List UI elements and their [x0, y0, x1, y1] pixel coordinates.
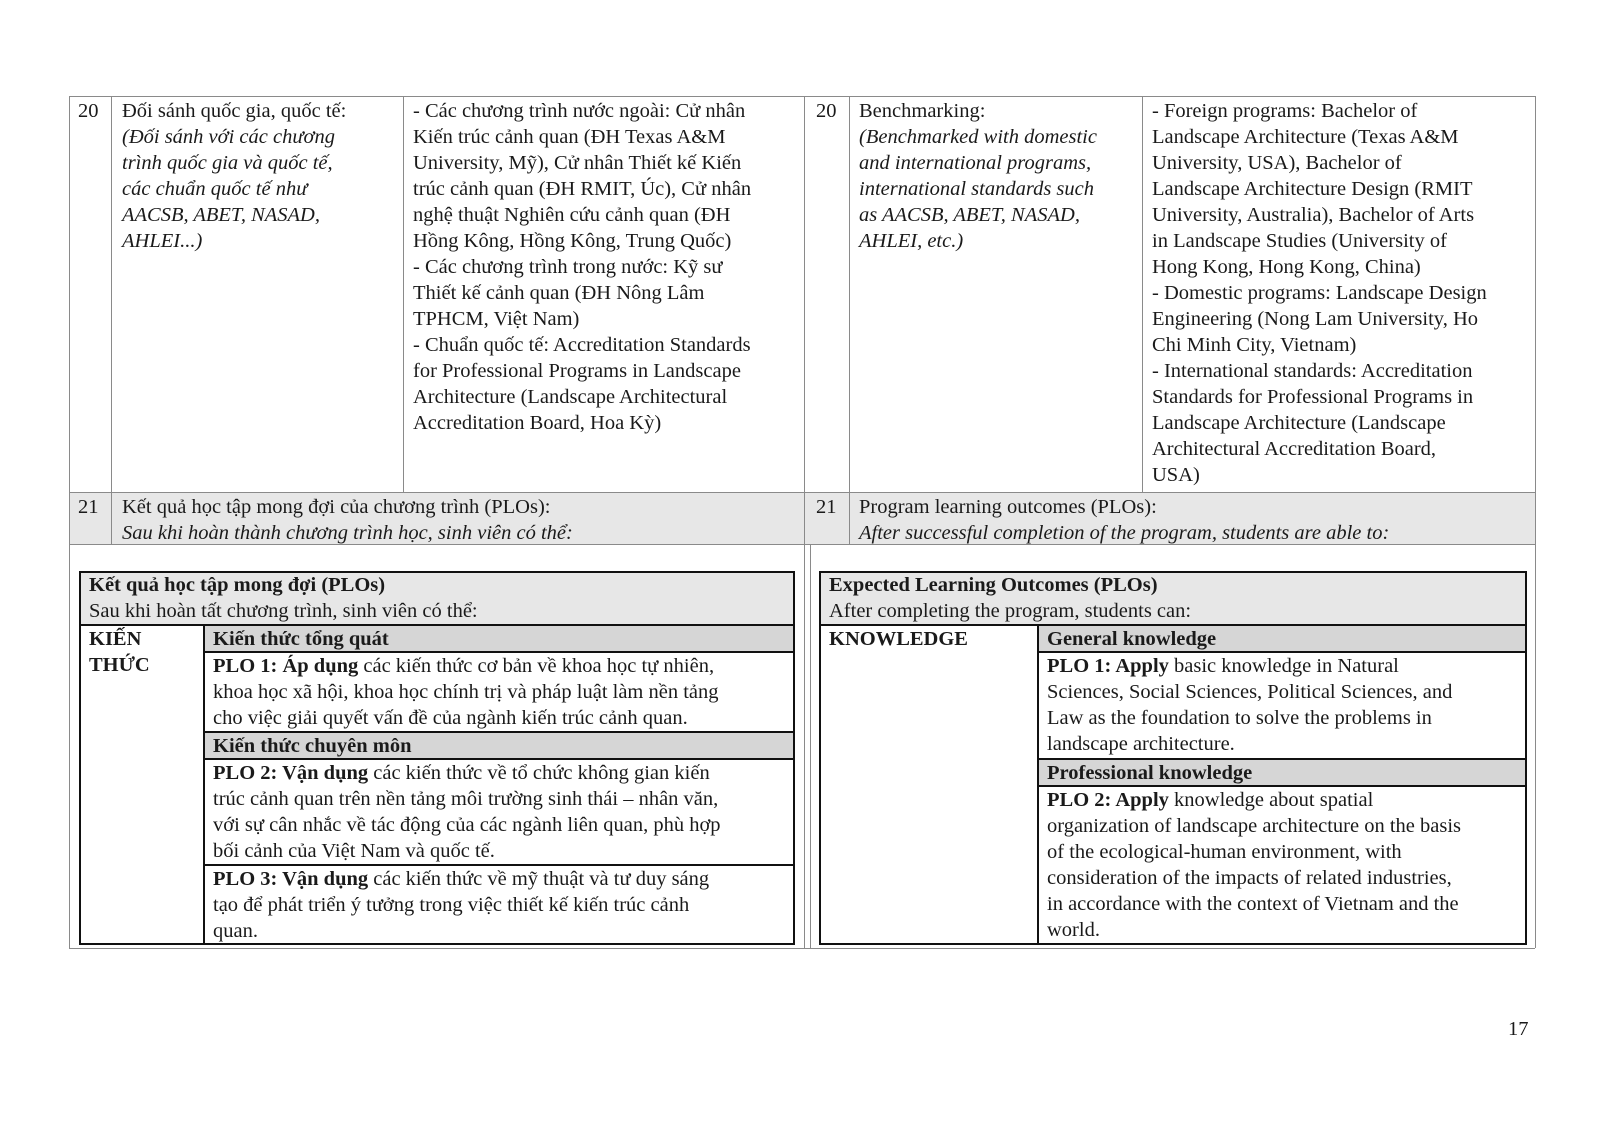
plo-en-category: KNOWLEDGE [829, 628, 968, 650]
plo-vi-professional-heading: Kiến thức chuyên môn [213, 735, 412, 757]
row20-criterion-en: Benchmarking: [859, 100, 986, 122]
plo-vi-plo2-label: PLO 2: Vận dụng [213, 762, 369, 784]
plo-en-plo1 [1047, 653, 1452, 757]
plo-en-plo1-text: basic knowledge in Natural Sciences, Social Sciences, Political Sciences, and Law as the foundation to solve the problems in landscape architecture. [1047, 655, 1453, 755]
plo-vi-header: Kết quả học tập mong đợi (PLOs) [89, 574, 386, 596]
page-number: 17 [1508, 1018, 1529, 1040]
row20-criterion-en-note: (Benchmarked with domestic and international programs, international standards such as AACSB, ABET, NASAD, AHLEI, etc.) [859, 126, 1097, 252]
row20-criterion-vi: Đối sánh quốc gia, quốc tế: [122, 100, 347, 122]
plo-vi-subheader: Sau khi hoàn tất chương trình, sinh viên có thể: [89, 600, 478, 622]
plo-en-general-heading: General knowledge [1047, 628, 1217, 650]
plo-en-professional-heading: Professional knowledge [1047, 762, 1253, 784]
plo-vi-plo2-text: các kiến thức về tổ chức không gian kiến trúc cảnh quan trên nền tảng môi trường sinh thái – nhân văn, với sự cân nhắc về tác động của các ngành liên quan, phù hợp bối cảnh của Việt Nam và quốc tế. [213, 762, 721, 862]
plo-en-plo2 [1047, 787, 1461, 943]
plo-vi-plo3 [213, 866, 709, 944]
plo-vi-plo3-label: PLO 3: Vận dụng [213, 868, 369, 890]
row21-title-vi: Kết quả học tập mong đợi của chương trình (PLOs): [122, 496, 551, 518]
plo-vi-plo1-text: các kiến thức cơ bản về khoa học tự nhiên, khoa học xã hội, khoa học chính trị và pháp luật làm nền tảng cho việc giải quyết vấn đề của ngành kiến trúc cảnh quan. [213, 655, 719, 729]
row20-number-left: 20 [78, 100, 99, 122]
row21-title-en: Program learning outcomes (PLOs): [859, 496, 1157, 518]
plo-en-plo2-label: PLO 2: Apply [1047, 789, 1169, 811]
plo-en-plo2-text: knowledge about spatial organization of landscape architecture on the basis of the ecological-human environment, with consideration of the impacts of related industries, in accordance with the context of Vietnam and the world. [1047, 789, 1462, 941]
plo-vi-general-heading: Kiến thức tổng quát [213, 628, 389, 650]
plo-en-subheader: After completing the program, students can: [829, 600, 1192, 622]
row21-number-right: 21 [816, 496, 837, 518]
row21-subtitle-en: After successful completion of the program, students are able to: [859, 522, 1390, 544]
plo-en-header: Expected Learning Outcomes (PLOs) [829, 574, 1158, 596]
row20-number-right: 20 [816, 100, 837, 122]
row20-content-en: - Foreign programs: Bachelor of Landscape Architecture (Texas A&M University, USA), Bachelor of Landscape Architecture Design (RMIT University, Australia), Bachelor of Arts in Landscape Studies (University of Hong Kong, Hong Kong, China) - Domestic programs: Landscape Design Engineering (Nong Lam University, Ho Chi Minh City, Vietnam) - International standards: Accreditation Standards for Professional Programs in Landscape Architecture (Landscape Architectural Accreditation Board, USA) [1152, 100, 1487, 486]
plo-vi-plo1 [213, 653, 719, 731]
row20-criterion-vi-note: (Đối sánh với các chương trình quốc gia và quốc tế, các chuẩn quốc tế như AACSB, ABET, NASAD, AHLEI...) [122, 126, 335, 252]
plo-vi-category: KIẾN THỨC [89, 628, 150, 676]
row21-subtitle-vi: Sau khi hoàn thành chương trình học, sinh viên có thể: [122, 522, 573, 544]
plo-vi-plo2 [213, 760, 721, 864]
plo-vi-plo3-text: các kiến thức về mỹ thuật và tư duy sáng tạo để phát triển ý tưởng trong việc thiết kế kiến trúc cảnh quan. [213, 868, 710, 942]
plo-vi-plo1-label: PLO 1: Áp dụng [213, 655, 359, 677]
plo-en-plo1-label: PLO 1: Apply [1047, 655, 1169, 677]
row20-content-vi: - Các chương trình nước ngoài: Cử nhân Kiến trúc cảnh quan (ĐH Texas A&M University, Mỹ), Cử nhân Thiết kế Kiến trúc cảnh quan (ĐH RMIT, Úc), Cử nhân nghệ thuật Nghiên cứu cảnh quan (ĐH Hồng Kông, Hồng Kông, Trung Quốc) - Các chương trình trong nước: Kỹ sư Thiết kế cảnh quan (ĐH Nông Lâm TPHCM, Việt Nam) - Chuẩn quốc tế: Accreditation Standards for Professional Programs in Landscape Architecture (Landscape Architectural Accreditation Board, Hoa Kỳ) [413, 100, 752, 434]
row21-number-left: 21 [78, 496, 99, 518]
